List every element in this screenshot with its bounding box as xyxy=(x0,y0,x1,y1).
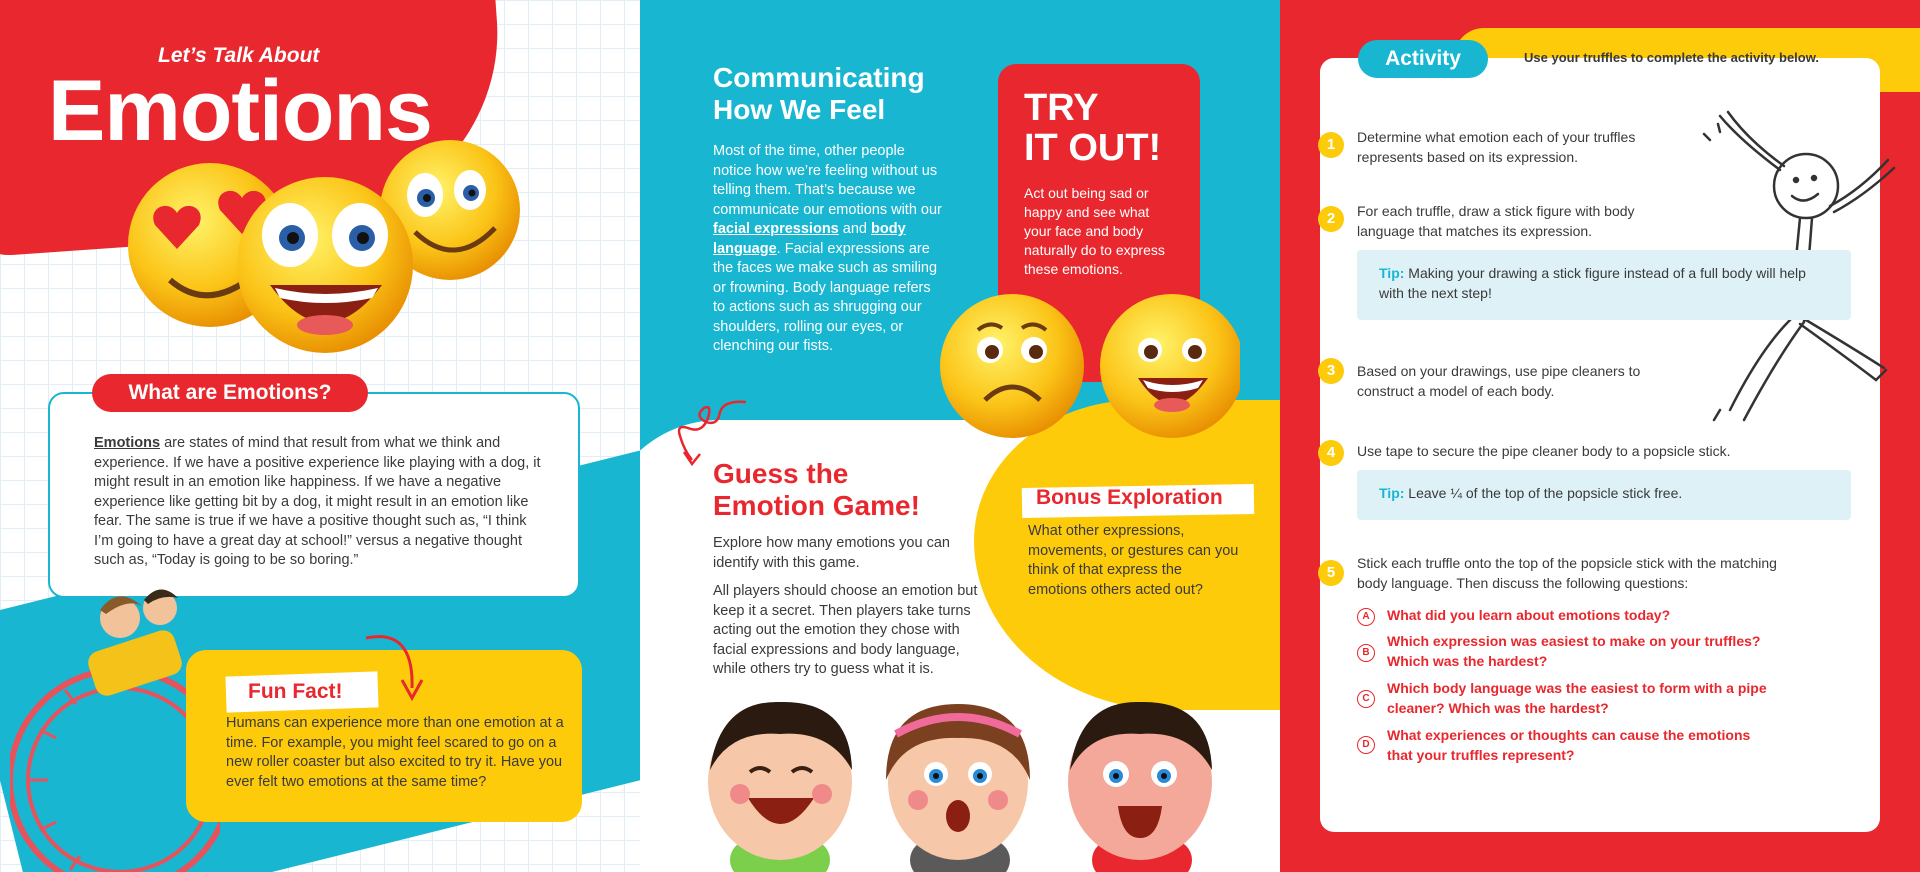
what-heading: What are Emotions? xyxy=(92,374,368,412)
tip-box xyxy=(1357,250,1851,320)
guess-intro: Explore how many emotions you can identify with this game. xyxy=(713,535,950,571)
happy-emoji xyxy=(1100,294,1240,438)
step-text: Determine what emotion each of your truffles represents based on its expression. xyxy=(1357,129,1636,165)
step-number: 3 xyxy=(1318,358,1344,384)
step-number: 1 xyxy=(1318,132,1344,158)
tip-label: Tip: xyxy=(1379,265,1405,281)
tip-box xyxy=(1357,470,1851,520)
comm-text-b: and xyxy=(838,221,871,237)
bonus-body: What other expressions, movements, or gestures can you think of that express the emotions others acted out? xyxy=(1028,523,1239,598)
guess-title-line1: Guess the xyxy=(713,458,849,489)
question-text: What did you learn about emotions today? xyxy=(1387,607,1671,623)
step-text: Use tape to secure the pipe cleaner body to a popsicle stick. xyxy=(1357,443,1731,459)
comm-text-a: Most of the time, other people notice how we’re feeling without us telling them. That’s because we communicate our emotions with our xyxy=(713,143,942,218)
guess-title-line2: Emotion Game! xyxy=(713,490,920,521)
question-letter: B xyxy=(1357,644,1375,662)
try-title-line2: IT OUT! xyxy=(1024,127,1162,169)
laughing-boy xyxy=(708,702,852,872)
question-text: What experiences or thoughts can cause the emotions that your truffles represent? xyxy=(1387,727,1751,763)
try-title-line1: TRY xyxy=(1024,87,1099,129)
panel-activity xyxy=(1280,0,1920,872)
communicating-body xyxy=(713,142,943,357)
fun-body: Humans can experience more than one emotion at a time. For example, you might feel scared to go on a new roller coaster but also excited to try it. Have you ever felt two emotions at the same time? xyxy=(226,715,564,790)
what-are-emotions-box xyxy=(48,392,580,598)
activity-label: Activity xyxy=(1358,40,1488,78)
body-language-term: body language xyxy=(713,221,906,257)
fun-heading: Fun Fact! xyxy=(248,680,343,703)
what-body: are states of mind that result from what we think and experience. If we have a positive experience like playing with a dog, it might result in an emotion like happiness. If we have a negative experience like getting bit by a dog, it might result in an emotion like fear. The same is true if we have a positive thought such as, “I think I’m going to have a great day at school!” versus a negative thought such as, “Today is going to be so boring.” xyxy=(94,435,541,568)
question-text: Which body language was the easiest to form with a pipe cleaner? Which was the hardest? xyxy=(1387,680,1767,716)
question-text: Which expression was easiest to make on your truffles? Which was the hardest? xyxy=(1387,633,1761,669)
guess-game-title xyxy=(713,458,920,522)
emoji-pair xyxy=(940,290,1240,450)
excited-emoji xyxy=(237,177,413,353)
red-curve-arrow xyxy=(362,628,432,708)
emoji-group xyxy=(110,140,530,370)
shocked-boy xyxy=(1068,702,1212,872)
step-number: 4 xyxy=(1318,440,1344,466)
communicating-title-line1: Communicating xyxy=(713,62,925,93)
question-letter: A xyxy=(1357,608,1375,626)
tip-text: Leave ¼ of the top of the popsicle stick free. xyxy=(1404,485,1683,501)
bonus-heading: Bonus Exploration xyxy=(1036,486,1223,509)
guess-instructions: All players should choose an emotion but keep it a secret. Then players take turns acting out the emotion they chose with facial expressions and body language, while others try to guess what it is. xyxy=(713,583,978,677)
step-number: 5 xyxy=(1318,560,1344,586)
step-text: Stick each truffle onto the top of the popsicle stick with the matching body language. Then discuss the following questions: xyxy=(1357,555,1777,591)
communicating-title-line2: How We Feel xyxy=(713,94,886,125)
title-kicker: Let’s Talk About xyxy=(158,44,320,67)
activity-note: Use your truffles to complete the activity below. xyxy=(1524,50,1819,65)
facial-expressions-term: facial expressions xyxy=(713,221,839,237)
kids-faces xyxy=(700,690,1240,872)
tip-text: Making your drawing a stick figure instead of a full body will help with the next step! xyxy=(1379,265,1806,301)
step-text: Based on your drawings, use pipe cleaners to construct a model of each body. xyxy=(1357,363,1641,399)
tip-label: Tip: xyxy=(1379,485,1405,501)
communicating-title xyxy=(713,62,925,126)
sad-emoji xyxy=(940,294,1084,438)
step-text: For each truffle, draw a stick figure with body language that matches its expression. xyxy=(1357,203,1635,239)
emotions-keyword: Emotions xyxy=(94,435,161,451)
try-body: Act out being sad or happy and see what your face and body naturally do to express these emotions. xyxy=(1024,185,1165,277)
page-title: Emotions xyxy=(48,63,432,159)
panel-emotions-intro xyxy=(0,0,640,872)
question-letter: C xyxy=(1357,690,1375,708)
panel-communicating xyxy=(640,0,1280,872)
step-number: 2 xyxy=(1318,206,1344,232)
try-title xyxy=(1024,88,1174,168)
surprised-girl xyxy=(886,704,1030,872)
comm-text-c: . Facial expressions are the faces we make such as smiling or frowning. Body language refers to actions such as shrugging our shoulders, rolling our eyes, or clenching our fists. xyxy=(713,240,938,354)
question-letter: D xyxy=(1357,736,1375,754)
